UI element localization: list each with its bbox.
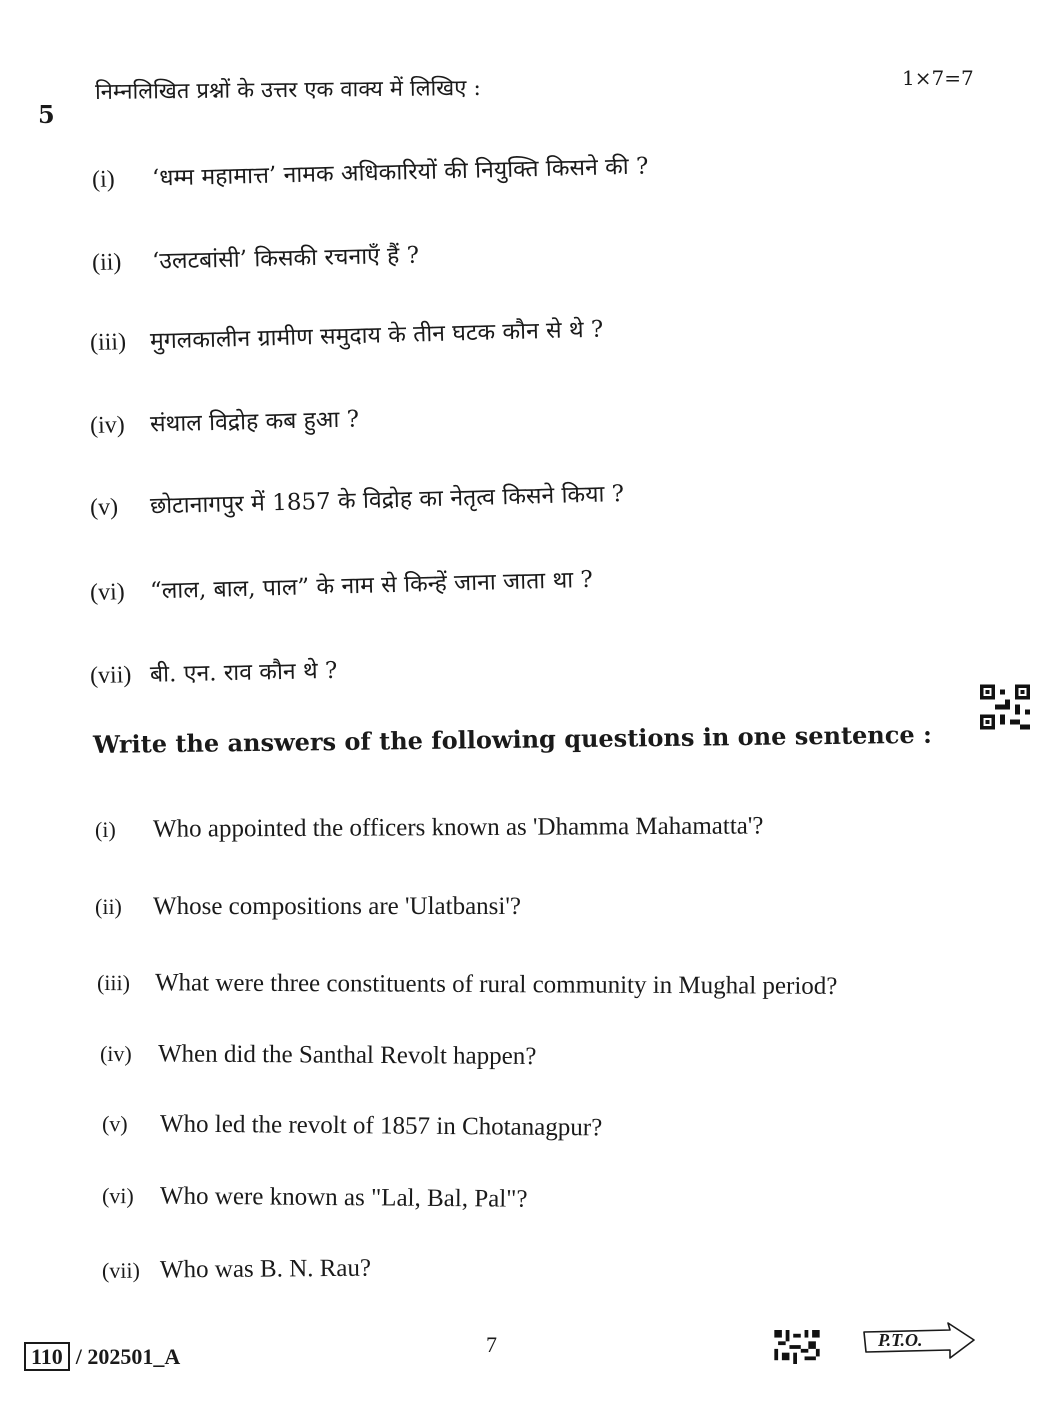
english-question-number: (vi) — [101, 1183, 134, 1209]
english-question-number: (iii) — [96, 970, 131, 996]
hindi-question-iv — [90, 401, 360, 440]
english-question-text: Who appointed the officers known as 'Dhamma Mahamatta'? — [152, 812, 764, 843]
english-question-iv — [100, 1040, 537, 1071]
barcode-icon — [774, 1330, 820, 1364]
hindi-question-text: “लाल, बाल, पाल” के नाम से किन्हें जाना जाता था ? — [149, 566, 594, 605]
paper-code-box: 110 — [24, 1342, 70, 1371]
question-number: 5 — [38, 100, 55, 129]
footer-code — [24, 1344, 180, 1370]
hindi-question-text: बी. एन. राव कौन थे ? — [149, 657, 338, 688]
hindi-question-i — [92, 148, 649, 194]
english-question-vi — [102, 1182, 528, 1214]
marks-allocation: 1×7=7 — [902, 66, 974, 90]
hindi-question-text: ‘धम्म महामात्त’ नामक अधिकारियों की नियुक्ति किसने की ? — [151, 153, 649, 192]
page-number: 7 — [486, 1332, 497, 1357]
hindi-question-text: संथाल विद्रोह कब हुआ ? — [149, 406, 360, 438]
hindi-instruction: निम्नलिखित प्रश्नों के उत्तर एक वाक्य में लिखिए : — [94, 75, 481, 105]
series-code: / 202501_A — [75, 1344, 181, 1369]
hindi-question-number: (ii) — [91, 249, 122, 276]
english-question-text: Who led the revolt of 1857 in Chotanagpur? — [159, 1110, 603, 1142]
hindi-question-ii — [92, 238, 420, 277]
hindi-question-iii — [90, 312, 604, 357]
hindi-question-number: (vi) — [89, 579, 126, 606]
english-question-text: When did the Santhal Revolt happen? — [157, 1040, 537, 1071]
english-question-text: Who was B. N. Rau? — [159, 1254, 372, 1284]
english-question-number: (v) — [101, 1111, 128, 1137]
english-question-number: (iv) — [99, 1041, 132, 1067]
qr-code-icon — [980, 684, 1030, 730]
english-question-vii — [102, 1255, 371, 1285]
english-question-number: (i) — [94, 816, 116, 842]
pto-label: P.T.O. — [878, 1330, 923, 1350]
english-question-iii — [97, 969, 838, 1001]
hindi-question-number: (iv) — [89, 412, 126, 439]
english-question-ii — [95, 893, 521, 921]
english-question-v — [102, 1110, 602, 1142]
english-question-number: (vii) — [101, 1257, 140, 1283]
english-instruction: Write the answers of the following questions in one sentence : — [92, 719, 933, 759]
hindi-question-number: (i) — [91, 166, 116, 193]
hindi-question-vi — [90, 562, 594, 607]
hindi-question-text: ‘उलटबांसी’ किसकी रचनाएँ हैं ? — [151, 242, 420, 275]
hindi-question-vii — [90, 653, 338, 690]
hindi-question-v — [90, 476, 625, 522]
english-question-number: (ii) — [95, 894, 122, 919]
english-question-i — [95, 813, 764, 844]
hindi-question-number: (v) — [89, 494, 119, 521]
english-question-text: Whose compositions are 'Ulatbansi'? — [153, 893, 521, 920]
pto-indicator — [858, 1322, 978, 1364]
english-question-text: Who were known as "Lal, Bal, Pal"? — [159, 1182, 528, 1213]
hindi-question-text: छोटानागपुर में 1857 के विद्रोह का नेतृत्व किसने किया ? — [149, 481, 625, 520]
english-question-text: What were three constituents of rural community in Mughal period? — [154, 969, 838, 1000]
hindi-question-text: मुगलकालीन ग्रामीण समुदाय के तीन घटक कौन से थे ? — [149, 316, 604, 355]
hindi-question-number: (iii) — [89, 329, 127, 356]
hindi-question-number: (vii) — [89, 662, 132, 689]
